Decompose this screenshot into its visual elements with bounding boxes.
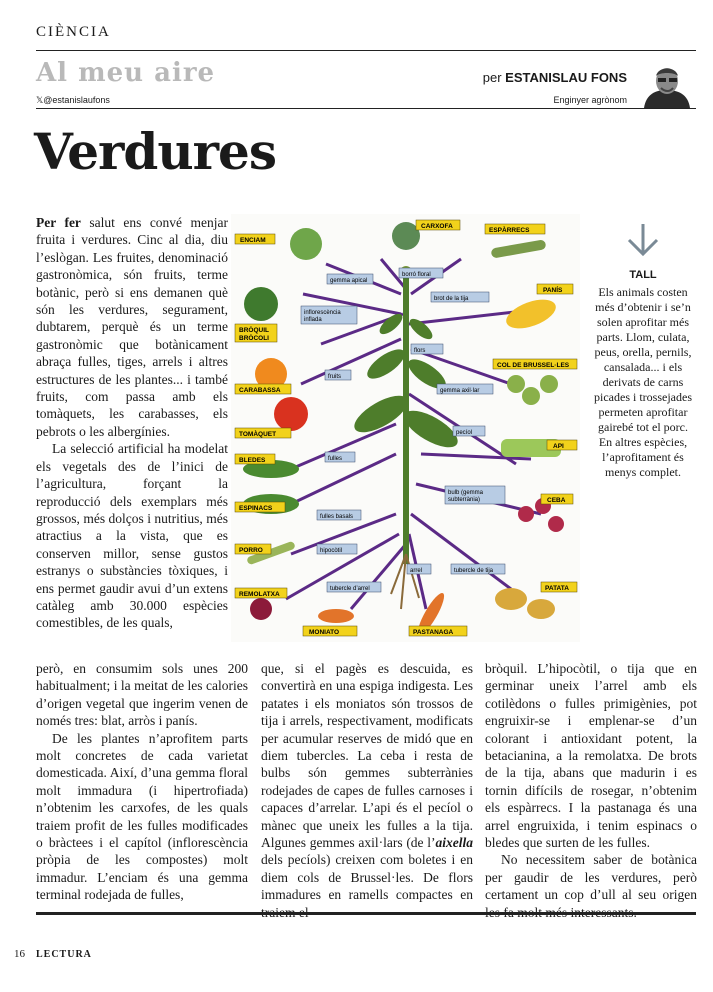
lead-in: Per fer [36, 215, 81, 230]
header-rule [36, 108, 696, 109]
svg-text:flors: flors [414, 348, 426, 354]
paragraph-1 [36, 214, 228, 440]
svg-text:inflada: inflada [304, 317, 322, 323]
svg-text:ESPÀRRECS: ESPÀRRECS [489, 227, 530, 234]
column-2-text-a: que, si el pagès es descuida, es convertirà en una espiga indigesta. Les patates i els moniatos són trossos de tija i arrels, respectivament, modificats per acumular reserves de midó que en diem tubercles. La ceba i resta de bulbs són gemmes subterrànies rodejades de capes de fulles carnoses i capaces d’arrelar. L’api és el pecíol o mànec que uneix les fulles a la tija. Algunes gemmes axil·lars (de l’ [261, 661, 473, 851]
byline-prefix: per [482, 70, 506, 85]
svg-text:gemma apical: gemma apical [330, 278, 368, 284]
sidebar-tall [590, 222, 696, 480]
svg-text:PORRO: PORRO [239, 547, 263, 554]
svg-text:subterrània): subterrània) [448, 497, 481, 503]
body-column-3 [485, 660, 697, 921]
svg-text:fruits: fruits [328, 374, 342, 380]
column-3-paragraph-2: No necessitem saber de botànica per gaudir de les verdures, però certament un cop d’ull al seu origen [485, 852, 697, 903]
svg-text:brot de la tija: brot de la tija [434, 296, 469, 302]
svg-text:MONIATO: MONIATO [309, 629, 340, 636]
sidebar-text: Els animals costen més d’obtenir i se’n solen aprofitar més parts. Llom, culata, peus, orella, pernils, cansalada... i els derivats de carns picades i trossejades permeten aprofitar gairebé tot el porc. En altres espècies, l’aprofitament és menys complet. [594, 285, 692, 479]
section-label: CIÈNCIA [36, 24, 111, 40]
top-rule [36, 50, 696, 51]
author-photo [636, 64, 696, 108]
svg-text:CARXOFA: CARXOFA [421, 223, 453, 230]
svg-text:CARABASSA: CARABASSA [239, 387, 281, 394]
publication-name: LECTURA [36, 949, 92, 960]
svg-text:PASTANAGA: PASTANAGA [413, 629, 454, 636]
svg-text:BRÒQUIL: BRÒQUIL [239, 327, 269, 334]
svg-text:fulles basals: fulles basals [320, 514, 354, 520]
body-column-1-bottom [36, 660, 248, 904]
vegetable-infographic [231, 214, 580, 642]
byline [483, 70, 627, 85]
x-handle: 𝕏@estanislaufons [36, 95, 110, 105]
svg-text:BRÒCOLI: BRÒCOLI [239, 335, 269, 342]
body-column-1-top [36, 214, 228, 632]
svg-text:CEBA: CEBA [547, 497, 566, 504]
svg-text:hipocòtil: hipocòtil [320, 548, 343, 554]
headline: Verdures [34, 122, 276, 181]
column-2-paragraph [261, 660, 473, 921]
svg-text:BLEDES: BLEDES [239, 457, 266, 464]
svg-text:bulb (gemma: bulb (gemma [448, 490, 484, 496]
sidebar-title: TALL [629, 269, 657, 281]
svg-text:ENCIAM: ENCIAM [240, 237, 266, 244]
svg-text:gemma axil·lar: gemma axil·lar [440, 388, 480, 394]
column-title: Al meu aire [36, 58, 216, 88]
svg-text:borró floral: borró floral [402, 272, 431, 278]
page-number: 16 [14, 948, 25, 960]
svg-text:pecíol: pecíol [456, 430, 473, 436]
column-2-text-b: dels pecíols) creixen com boletes i en diem cols de Brussel·les. De flors immadures en ramells compactes en [261, 852, 473, 903]
column-3-paragraph-1: bròquil. L’hipocòtil, o tija que en germinar uneix l’arrel amb els cotilèdons o fulles primigènies, pot engruixir-se i emplenar-se d’un colorant i antioxidant potent, la betacianina, a la remolatxa. De brots de la tija, abans que madurin i es tornin difícils de rosegar, n’obtenim els espàrrecs. I la pastanaga és una arrel engruixida, i tenim espinacs o bledes que surten de les fulles. [485, 661, 697, 851]
bottom-rule [36, 912, 696, 915]
column-2-emphasis: aixella [435, 835, 473, 851]
paragraph-2b: però, en consumim sols unes 200 habitualment; i la meitat de les calories d’origen vegetal que ingerim venen de només tres: blat, arròs i panís. [36, 661, 248, 729]
svg-text:tubercle de tija: tubercle de tija [454, 568, 494, 574]
body-column-2 [261, 660, 473, 921]
arrow-down-icon [623, 222, 663, 258]
svg-text:API: API [553, 443, 564, 450]
paragraph-3: De les plantes n’aprofitem parts molt concretes de cada varietat domesticada. Així, d’una gemma floral molt immadura (i hipertrofiada) n’obtenim les carxofes, de les quals traiem profit de les fulles modificades o bràctees i el capítol (inflorescència pròpia de les compostes) molt immadur. L’enciam és una gemma terminal rodejada de fulles, [36, 730, 248, 903]
svg-text:COL DE BRUSSEL·LES: COL DE BRUSSEL·LES [497, 362, 570, 369]
svg-text:REMOLATXA: REMOLATXA [239, 591, 280, 598]
svg-text:ESPINACS: ESPINACS [239, 505, 273, 512]
svg-text:tubercle d’arrel: tubercle d’arrel [330, 586, 370, 592]
svg-text:PANÍS: PANÍS [543, 287, 563, 294]
svg-text:fulles: fulles [328, 456, 343, 462]
paragraph-2a: La selecció artificial ha modelat els vegetals des de l’inici de l’agricultura, forçant la reproducció dels exemplars més grossos, més dolços i nutritius, més atractius a la vista, que es conserven millor, sense gustos estranys o substàncies tòxiques, i ens permet gaudir avui d’un extens catàleg amb 30.000 espècies comestibles, de les quals, [36, 441, 228, 631]
svg-text:inflorescència: inflorescència [304, 310, 341, 316]
paragraph-1-text: salut ens convé menjar fruita i verdures. Cinc al dia, diu l’eslògan. Les fruites, denominació gastronòmica, són fruits, terme botànic, però si ens demanen què són les verdures, segurament, dubtarem, perquè és un terme gastronòmic que botànicament abraça fulles, tiges, arrels i altres estructures de les plantes... i també fruits, com passa amb els tomàquets, les carabasses, els pebrots o les albergínies. [36, 215, 228, 439]
author-role: Enginyer agrònom [553, 95, 627, 105]
svg-text:arrel: arrel [410, 568, 423, 574]
svg-text:TOMÀQUET: TOMÀQUET [239, 431, 277, 438]
author-name: ESTANISLAU FONS [505, 70, 627, 85]
svg-text:PATATA: PATATA [545, 585, 569, 592]
